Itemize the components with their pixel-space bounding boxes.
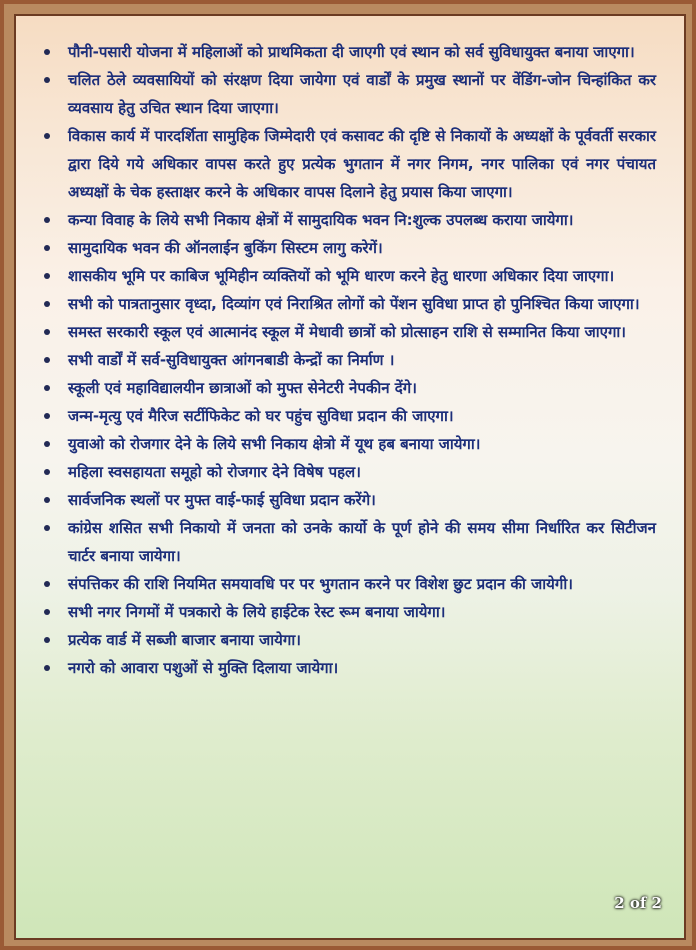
bullet-icon — [44, 357, 50, 363]
list-item-text: प्रत्येक वार्ड में सब्जी बाजार बनाया जायेगा। — [68, 631, 301, 649]
manifesto-points-list — [16, 16, 684, 682]
list-item-text: विकास कार्य में पारदर्शिता सामुहिक जिम्मेदारी एवं कसावट की दृष्टि से निकायों के अध्यक्षों के पूर्ववर्ती सरकार द्वारा दिये गये अधिकार वापस करते हुए प्रत्येक भुगतान में नगर निगम, नगर पालिका एवं नगर पंचायत अध्यक्षों के चेक हस्ताक्षर करने के अधिकार वापस दिलाने हेतु प्रयास किया जाएगा। — [68, 127, 656, 201]
bullet-icon — [44, 245, 50, 251]
list-item — [38, 514, 656, 570]
list-item — [38, 374, 656, 402]
list-item-text: चलित ठेले व्यवसायियों को संरक्षण दिया जायेगा एवं वार्डों के प्रमुख स्थानों पर वेंडिंग-जोन चिन्हांकित कर व्यवसाय हेतु उचित स्थान दिया जाएगा। — [68, 71, 656, 117]
bullet-icon — [44, 581, 50, 587]
bullet-icon — [44, 49, 50, 55]
bullet-icon — [44, 217, 50, 223]
list-item-text: सभी को पात्रतानुसार वृध्दा, दिव्यांग एवं निराश्रित लोगों को पेंशन सुविधा प्राप्त हो पुनिश्चित किया जाएगा। — [68, 295, 640, 313]
list-item — [38, 290, 656, 318]
list-item-text: सभी नगर निगमों में पत्रकारो के लिये हाईटेक रेस्ट रूम बनाया जायेगा। — [68, 603, 446, 621]
page-indicator: 2 of 2 — [614, 894, 662, 912]
bullet-icon — [44, 133, 50, 139]
bullet-icon — [44, 609, 50, 615]
list-item — [38, 38, 656, 66]
bullet-icon — [44, 77, 50, 83]
list-item — [38, 206, 656, 234]
list-item — [38, 458, 656, 486]
list-item-text: कन्या विवाह के लिये सभी निकाय क्षेत्रों में सामुदायिक भवन नि:शुल्क उपलब्ध कराया जायेगा। — [68, 211, 574, 229]
list-item-text: युवाओ को रोजगार देने के लिये सभी निकाय क्षेत्रो में यूथ हब बनाया जायेगा। — [68, 435, 481, 453]
list-item-text: कांग्रेस शसित सभी निकायो में जनता को उनके कार्यो के पूर्ण होने की समय सीमा निर्धारित कर सिटीजन चार्टर बनाया जायेगा। — [68, 519, 656, 565]
list-item-text: पौनी-पसारी योजना में महिलाओं को प्राथमिकता दी जाएगी एवं स्थान को सर्व सुविधायुक्त बनाया जाएगा। — [68, 43, 635, 61]
list-item — [38, 262, 656, 290]
list-item — [38, 234, 656, 262]
list-item-text: सार्वजनिक स्थलों पर मुफ्त वाई-फाई सुविधा प्रदान करेंगे। — [68, 491, 376, 509]
list-item-text: नगरो को आवारा पशुओं से मुक्ति दिलाया जायेगा। — [68, 659, 339, 677]
bullet-icon — [44, 637, 50, 643]
list-item-text: समस्त सरकारी स्कूल एवं आत्मानंद स्कूल में मेधावी छात्रों को प्रोत्साहन राशि से सम्मानित किया जाएगा। — [68, 323, 626, 341]
list-item — [38, 486, 656, 514]
list-item-text: महिला स्वसहायता समूहो को रोजगार देने विषेष पहल। — [68, 463, 361, 481]
list-item — [38, 402, 656, 430]
bullet-icon — [44, 469, 50, 475]
bullet-icon — [44, 385, 50, 391]
list-item-text: जन्म-मृत्यु एवं मैरिज सर्टीफिकेट को घर पहुंच सुविधा प्रदान की जाएगा। — [68, 407, 454, 425]
bullet-icon — [44, 441, 50, 447]
list-item — [38, 654, 656, 682]
list-item — [38, 122, 656, 206]
list-item — [38, 66, 656, 122]
bullet-icon — [44, 525, 50, 531]
bullet-icon — [44, 301, 50, 307]
list-item-text: स्कूली एवं महाविद्यालयीन छात्राओं को मुफ्त सेनेटरी नेपकीन देंगे। — [68, 379, 417, 397]
list-item-text: संपत्तिकर की राशि नियमित समयावधि पर पर भुगतान करने पर विशेश छुट प्रदान की जायेगी। — [68, 575, 573, 593]
list-item — [38, 318, 656, 346]
list-item — [38, 430, 656, 458]
list-item — [38, 570, 656, 598]
bullet-icon — [44, 665, 50, 671]
list-item-text: शासकीय भूमि पर काबिज भूमिहीन व्यक्तियों को भूमि धारण करने हेतु धारणा अधिकार दिया जाएगा। — [68, 267, 615, 285]
bullet-icon — [44, 273, 50, 279]
bullet-icon — [44, 329, 50, 335]
list-item — [38, 598, 656, 626]
list-item — [38, 346, 656, 374]
list-item-text: सामुदायिक भवन की ऑनलाईन बुकिंग सिस्टम लागु करेगें। — [68, 239, 383, 257]
bullet-icon — [44, 413, 50, 419]
bullet-icon — [44, 497, 50, 503]
list-item — [38, 626, 656, 654]
document-card — [14, 14, 686, 940]
list-item-text: सभी वार्डों में सर्व-सुविधायुक्त आंगनबाडी केन्द्रों का निर्माण । — [68, 351, 395, 369]
